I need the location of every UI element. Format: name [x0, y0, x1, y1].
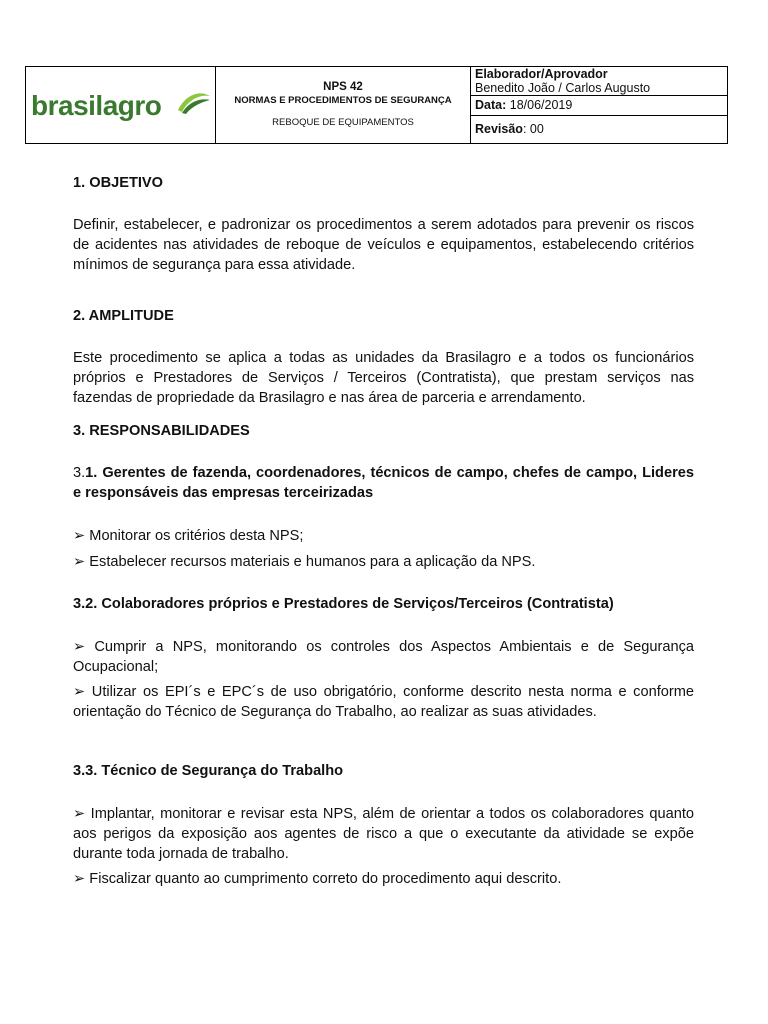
- document-topic: REBOQUE DE EQUIPAMENTOS: [272, 117, 414, 128]
- subsection-3-2-title: 3.2. Colaboradores próprios e Prestadores de Serviços/Terceiros (Contratista): [73, 596, 614, 612]
- section-objetivo-text: Definir, estabelecer, e padronizar os procedimentos a serem adotados para prevenir os riscos de acidentes nas atividades de reboque de veículos e equipamentos, estabelecendo critérios mínimos de segurança para essa atividade.: [73, 217, 694, 273]
- date-value: 18/06/2019: [506, 98, 573, 112]
- logo-swoosh-icon: [176, 86, 212, 116]
- brasilagro-logo: brasilagro: [31, 90, 162, 121]
- document-subtitle: NORMAS E PROCEDIMENTOS DE SEGURANÇA: [234, 95, 452, 106]
- list-item: ➢ Estabelecer recursos materiais e humanos para a aplicação da NPS.: [73, 554, 536, 570]
- revision-row: [471, 116, 727, 143]
- subsection-3-1-prefix: 3.: [73, 465, 86, 481]
- metadata-cell: [471, 67, 727, 143]
- logo-cell: [26, 67, 216, 143]
- list-item: ➢ Cumprir a NPS, monitorando os controles dos Aspectos Ambientais e de Segurança Ocupacional;: [73, 639, 694, 675]
- subsection-3-1-title: [73, 463, 694, 503]
- revision-label: Revisão: [475, 122, 523, 136]
- list-item: ➢ Monitorar os critérios desta NPS;: [73, 528, 304, 544]
- subsection-3-1-heading: 1. Gerentes de fazenda, coordenadores, técnicos de campo, chefes de campo, Lideres e responsáveis das empresas terceirizadas: [73, 465, 694, 501]
- date-row: [471, 96, 727, 116]
- section-amplitude-title: 2. AMPLITUDE: [73, 308, 174, 324]
- date-label: Data:: [475, 98, 507, 112]
- author-value: Benedito João / Carlos Augusto: [475, 81, 651, 95]
- author-row: [471, 67, 727, 96]
- document-code: NPS 42: [323, 81, 363, 93]
- author-label: Elaborador/Aprovador: [475, 67, 608, 81]
- list-item: ➢ Fiscalizar quanto ao cumprimento correto do procedimento aqui descrito.: [73, 871, 562, 887]
- section-amplitude-text: Este procedimento se aplica a todas as unidades da Brasilagro e a todos os funcionários próprios e Prestadores de Serviços / Terceiros (Contratista), que prestam serviços nas fazendas de propriedade da Brasilagro e nas área de parceria e arrendamento.: [73, 350, 694, 406]
- section-objetivo-title: 1. OBJETIVO: [73, 175, 164, 191]
- revision-value: : 00: [522, 122, 544, 136]
- subsection-3-3-title: 3.3. Técnico de Segurança do Trabalho: [73, 763, 344, 779]
- document-header-table: [25, 66, 728, 144]
- title-cell: [216, 67, 471, 143]
- section-responsabilidades-title: 3. RESPONSABILIDADES: [73, 423, 250, 439]
- list-item: ➢ Implantar, monitorar e revisar esta NPS, além de orientar a todos os colaboradores quanto aos perigos da exposição aos agentes de risco a que o executante da atividade se expõe durante toda jornada de trabalho.: [73, 806, 694, 862]
- list-item: ➢ Utilizar os EPI´s e EPC´s de uso obrigatório, conforme descrito nesta norma e conforme orientação do Técnico de Segurança do Trabalho, ao realizar as suas atividades.: [73, 684, 694, 720]
